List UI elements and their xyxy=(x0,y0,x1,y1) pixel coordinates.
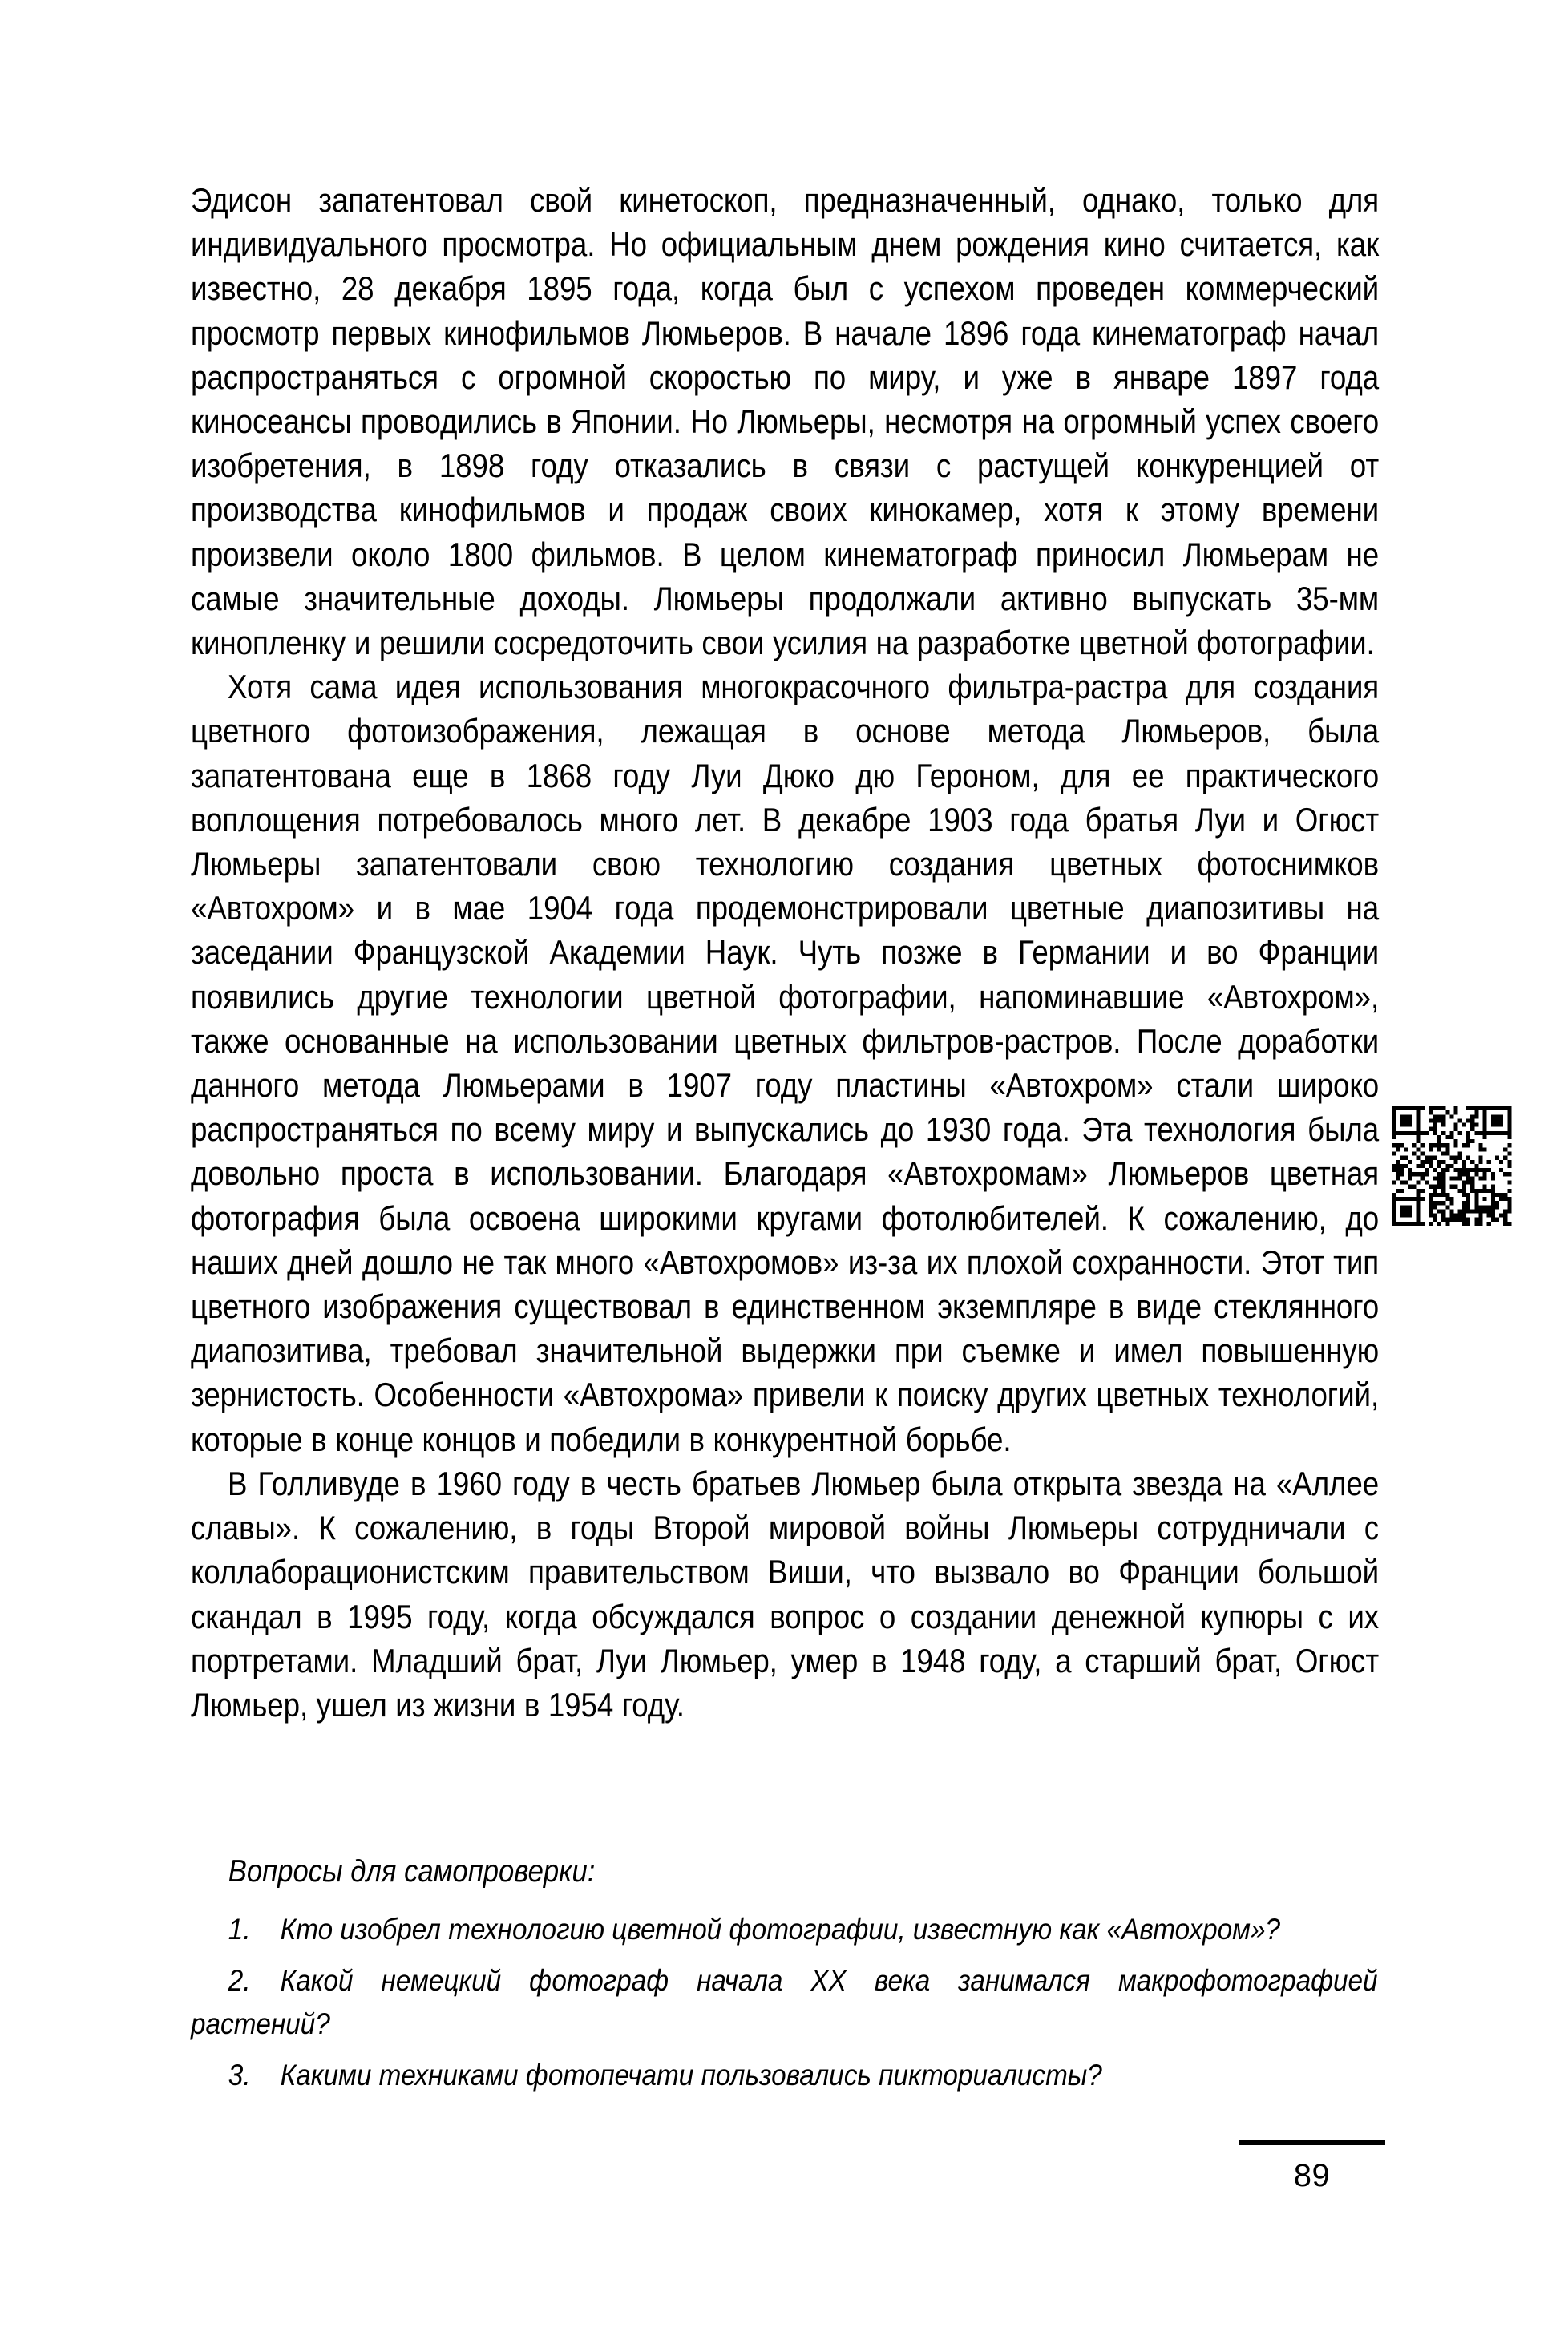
questions-title: Вопросы для самопроверки: xyxy=(228,1854,596,1889)
question-text-3: Какими техниками фотопечати пользовались пикториалисты? xyxy=(280,2059,1102,2092)
question-number-3: 3. xyxy=(228,2059,251,2092)
question-item-2 xyxy=(191,1959,1378,2046)
qr-code[interactable] xyxy=(1392,1106,1512,1226)
page-number: 89 xyxy=(1293,2158,1331,2193)
question-text-1: Кто изобрел технологию цветной фотографии, известную как «Автохром»? xyxy=(280,1913,1281,1946)
body-paragraph-3: В Голливуде в 1960 году в честь братьев Люмьер была открыта звезда на «Аллее славы». К сожалению, в годы Второй мировой войны Люмьеры сотрудничали с коллаборационистским правительством Виши, что вызвало во Франции большой скандал в 1995 году, когда обсуждался вопрос о создании денежной купюры с их портретами. Младший брат, Луи Люмьер, умер в 1948 году, а старший брат, Огюст Люмьер, ушел из жизни в 1954 году. xyxy=(191,1464,1380,1724)
self-check-questions xyxy=(191,1850,1379,2105)
question-text-2: Какой немецкий фотограф начала XX века занимался макрофотографией растений? xyxy=(191,1964,1378,2040)
question-item-1 xyxy=(191,1908,1378,1951)
body-paragraph-2: Хотя сама идея использования многокрасочного фильтра-растра для создания цветного фотоизображения, лежащая в основе метода Люмьеров, была запатентована еще в 1868 году Луи Дюко дю Героном, для ее практического воплощения потребовалось много лет. В декабре 1903 года братья Луи и Огюст Люмьеры запатентовали свою технологию создания цветных фотоснимков «Автохром» и в мае 1904 года продемонстрировали цветные диапозитивы на заседании Французской Академии Наук. Чуть позже в Германии и во Франции появились другие технологии цветной фотографии, напоминавшие «Автохром», также основанные на использовании цветных фильтров-растров. После доработки данного метода Люмьерами в 1907 году пластины «Автохром» стали широко распространяться по всему миру и выпускались до 1930 года. Эта технология была довольно проста в использовании. Благодаря «Автохромам» Люмьеров цветная фотография была освоена широкими кругами фотолюбителей. К сожалению, до наших дней дошло не так много «Автохромов» из-за их плохой сохранности. Этот тип цветного изображения существовал в единственном экземпляре в виде стеклянного диапозитива, требовал значительной выдержки при съемке и имел повышенную зернистость. Особенности «Автохрома» привели к поиску других цветных технологий, которые в конце концов и победили в конкурентной борьбе. xyxy=(191,668,1380,1458)
footer-divider xyxy=(1239,2140,1385,2145)
question-item-3 xyxy=(191,2054,1378,2097)
question-number-2: 2. xyxy=(228,1964,251,1997)
body-paragraph-1: Эдисон запатентовал свой кинетоскоп, предназначенный, однако, только для индивидуального просмотра. Но официальным днем рождения кино считается, как известно, 28 декабря 1895 года, когда был с успехом проведен коммерческий просмотр первых кинофильмов Люмьеров. В начале 1896 года кинематограф начал распространяться с огромной скоростью по миру, и уже в январе 1897 года киносеансы проводились в Японии. Но Люмьеры, несмотря на огромный успех своего изобретения, в 1898 году отказались в связи с растущей конкуренцией от производства кинофильмов и продаж своих кинокамер, хотя к этому времени произвели около 1800 фильмов. В целом кинематограф приносил Люмьерам не самые значительные доходы. Люмьеры продолжали активно выпускать 35-мм кинопленку и решили сосредоточить свои усилия на разработке цветной фотографии. xyxy=(191,181,1380,662)
body-text-column xyxy=(191,178,1379,1727)
question-number-1: 1. xyxy=(228,1913,251,1946)
